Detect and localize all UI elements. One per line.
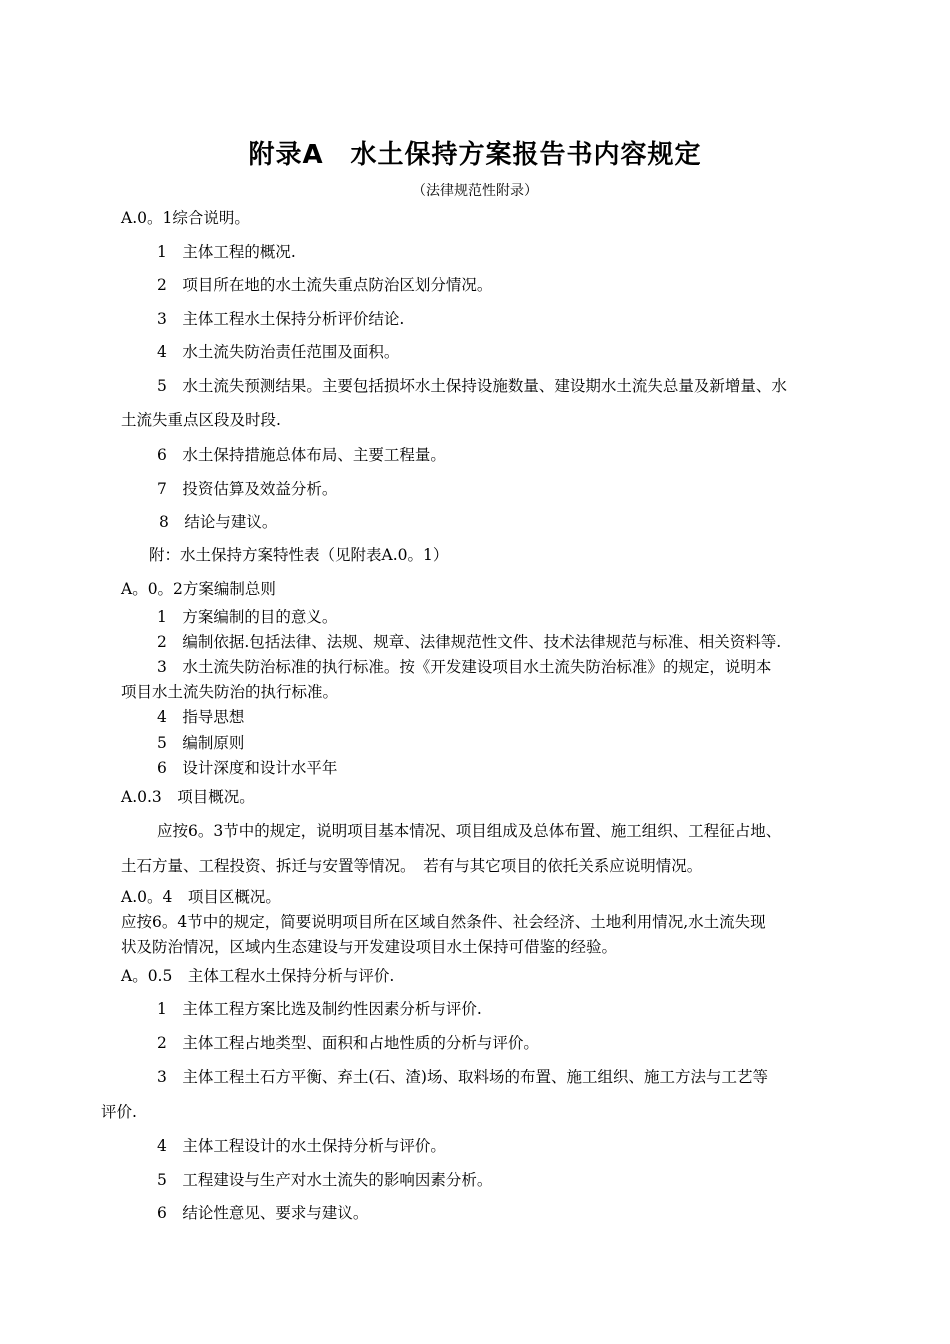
list-item: 6 设计深度和设计水平年 (157, 759, 338, 777)
appendix-note: 附：水土保持方案特性表（见附表A.0。1） (149, 546, 449, 564)
list-item: 5 水土流失预测结果。主要包括损坏水土保持设施数量、建设期水土流失总量及新增量、水 (157, 377, 787, 395)
list-item: 5 编制原则 (157, 734, 245, 752)
list-item: 4 水土流失防治责任范围及面积。 (157, 343, 400, 361)
list-item: 6 结论性意见、要求与建议。 (157, 1204, 369, 1222)
paragraph-line: 土石方量、工程投资、拆迁与安置等情况。 若有与其它项目的依托关系应说明情况。 (121, 857, 703, 875)
paragraph-line: 应按6。4节中的规定，简要说明项目所在区域自然条件、社会经济、土地利用情况,水土流失现 (121, 913, 766, 931)
list-item: 8 结论与建议。 (159, 513, 278, 531)
section-heading-a03: A.0.3 项目概况。 (121, 788, 255, 806)
section-heading-a05: A。0.5 主体工程水土保持分析与评价. (121, 967, 395, 985)
list-item: 1 方案编制的目的意义。 (157, 608, 338, 626)
list-item: 3 主体工程水土保持分析评价结论. (157, 310, 405, 328)
list-item: 1 主体工程方案比选及制约性因素分析与评价. (157, 1000, 482, 1018)
list-item: 7 投资估算及效益分析。 (157, 480, 338, 498)
section-heading-a04: A.0。4 项目区概况。 (121, 888, 281, 906)
list-item: 2 编制依据.包括法律、法规、规章、法律规范性文件、技术法律规范与标准、相关资料等. (157, 633, 782, 651)
list-item: 2 主体工程占地类型、面积和占地性质的分析与评价。 (157, 1034, 539, 1052)
list-item: 5 工程建设与生产对水土流失的影响因素分析。 (157, 1171, 493, 1189)
list-item-continuation: 土流失重点区段及时段. (121, 411, 281, 429)
list-item: 3 水土流失防治标准的执行标准。按《开发建设项目水土流失防治标准》的规定，说明本 (157, 658, 772, 676)
list-item: 4 主体工程设计的水土保持分析与评价。 (157, 1137, 446, 1155)
section-heading-a01: A.0。1综合说明。 (121, 209, 250, 227)
list-item: 1 主体工程的概况. (157, 243, 296, 261)
list-item-continuation: 项目水土流失防治的执行标准。 (121, 683, 339, 701)
list-item-continuation: 评价. (101, 1103, 137, 1121)
list-item: 6 水土保持措施总体布局、主要工程量。 (157, 446, 446, 464)
page-subtitle: （法律规范性附录） (412, 183, 538, 199)
list-item: 2 项目所在地的水土流失重点防治区划分情况。 (157, 276, 493, 294)
list-item: 4 指导思想 (157, 708, 245, 726)
page-title: 附录A 水土保持方案报告书内容规定 (248, 140, 702, 170)
paragraph-line: 应按6。3节中的规定，说明项目基本情况、项目组成及总体布置、施工组织、工程征占地、 (157, 822, 782, 840)
list-item: 3 主体工程土石方平衡、弃土(石、渣)场、取料场的布置、施工组织、施工方法与工艺等 (157, 1068, 768, 1086)
paragraph-line: 状及防治情况，区域内生态建设与开发建设项目水土保持可借鉴的经验。 (121, 938, 618, 956)
section-heading-a02: A。0。2方案编制总则 (121, 580, 276, 598)
